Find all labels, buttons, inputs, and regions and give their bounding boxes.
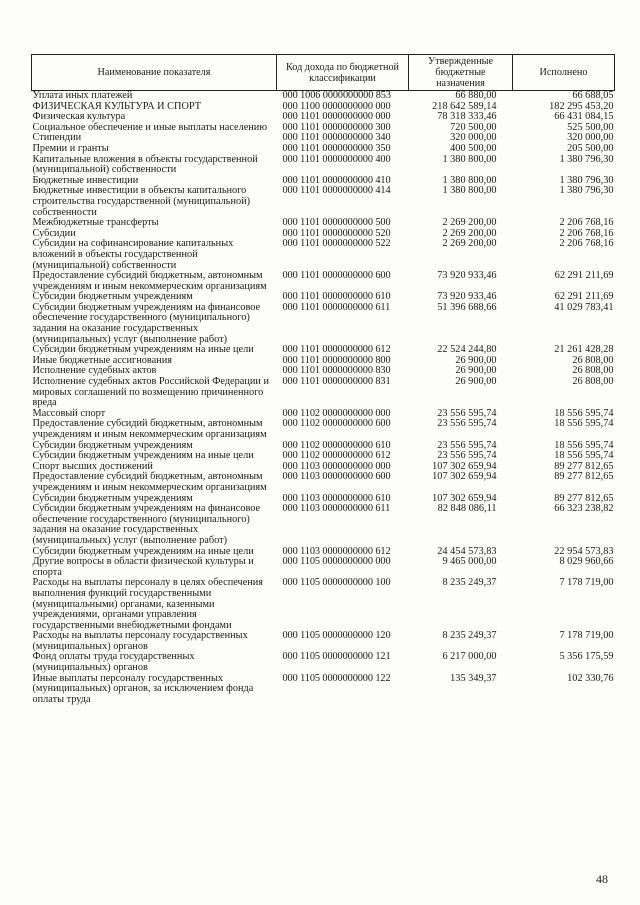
row-indicator-name: Капитальные вложения в объекты государственной (муниципальной) собственности bbox=[32, 153, 258, 176]
table-row bbox=[32, 144, 615, 155]
table-row bbox=[32, 186, 615, 218]
table-row bbox=[32, 557, 615, 578]
table-row bbox=[32, 472, 615, 493]
row-income-code: 000 1100 0000000000 000 bbox=[282, 100, 391, 112]
row-indicator-name: Субсидии бюджетным учреждениям на иные цели bbox=[32, 344, 254, 356]
row-executed-amount: 5 356 175,59 bbox=[559, 651, 614, 663]
row-approved-amount: 218 642 589,14 bbox=[432, 100, 497, 112]
table-row bbox=[32, 674, 615, 706]
row-approved-amount: 22 524 244,80 bbox=[437, 344, 497, 356]
row-income-code: 000 1101 0000000000 830 bbox=[282, 365, 391, 377]
row-income-code: 000 1105 0000000000 100 bbox=[282, 577, 391, 589]
row-approved-amount: 720 500,00 bbox=[450, 121, 497, 133]
row-executed-amount: 89 277 812,65 bbox=[554, 460, 614, 472]
row-approved-amount: 51 396 688,66 bbox=[437, 301, 497, 313]
row-income-code: 000 1101 0000000000 611 bbox=[282, 301, 391, 313]
row-executed-amount: 182 295 453,20 bbox=[549, 100, 614, 112]
table-body bbox=[32, 91, 615, 706]
row-approved-amount: 1 380 800,00 bbox=[442, 185, 497, 197]
row-income-code: 000 1101 0000000000 350 bbox=[282, 142, 391, 154]
row-approved-amount: 107 302 659,94 bbox=[432, 471, 497, 483]
table-row bbox=[32, 155, 615, 176]
row-executed-amount: 22 954 573,83 bbox=[554, 545, 614, 557]
row-executed-amount: 62 291 211,69 bbox=[554, 270, 614, 282]
row-executed-amount: 8 029 960,66 bbox=[559, 556, 614, 568]
row-approved-amount: 66 880,00 bbox=[455, 90, 497, 101]
row-indicator-name: Массовый спорт bbox=[32, 407, 106, 419]
table-row bbox=[32, 419, 615, 440]
table-row bbox=[32, 239, 615, 271]
row-approved-amount: 73 920 933,46 bbox=[437, 291, 497, 303]
row-income-code: 000 1101 0000000000 400 bbox=[282, 153, 391, 165]
row-indicator-name: Субсидии бюджетным учреждениям на финансовое обеспечение государственного (муниципального) задания на оказание государственных (муниципальных) услуг (выполнение работ) bbox=[32, 301, 261, 345]
row-executed-amount: 66 323 238,82 bbox=[554, 503, 614, 515]
row-indicator-name: Иные бюджетные ассигнования bbox=[32, 354, 172, 366]
row-executed-amount: 7 178 719,00 bbox=[559, 577, 614, 589]
row-indicator-name: Предоставление субсидий бюджетным, автономным учреждениям и иным некоммерческим организациям bbox=[32, 471, 267, 493]
row-income-code: 000 1101 0000000000 612 bbox=[282, 344, 391, 356]
row-executed-amount: 320 000,00 bbox=[567, 132, 614, 144]
header-executed: Исполнено bbox=[513, 55, 615, 91]
row-income-code: 000 1101 0000000000 000 bbox=[282, 111, 391, 123]
table-row bbox=[32, 578, 615, 631]
budget-report-table bbox=[31, 54, 615, 705]
row-income-code: 000 1101 0000000000 831 bbox=[282, 376, 391, 388]
row-executed-amount: 1 380 796,30 bbox=[559, 174, 614, 186]
row-approved-amount: 8 235 249,37 bbox=[442, 577, 497, 589]
row-approved-amount: 6 217 000,00 bbox=[442, 651, 497, 663]
row-income-code: 000 1105 0000000000 121 bbox=[282, 651, 391, 663]
header-indicator-name: Наименование показателя bbox=[32, 55, 277, 91]
row-indicator-name: Уплата иных платежей bbox=[32, 90, 133, 101]
row-executed-amount: 7 178 719,00 bbox=[559, 630, 614, 642]
row-approved-amount: 107 302 659,94 bbox=[432, 460, 497, 472]
row-indicator-name: Предоставление субсидий бюджетным, автономным учреждениям и иным некоммерческим организациям bbox=[32, 418, 267, 440]
page-number: 48 bbox=[596, 872, 608, 886]
row-executed-amount: 2 206 768,16 bbox=[559, 238, 614, 250]
row-executed-amount: 18 556 595,74 bbox=[554, 450, 614, 462]
row-approved-amount: 2 269 200,00 bbox=[442, 217, 497, 229]
row-executed-amount: 89 277 812,65 bbox=[554, 492, 614, 504]
header-approved-budget: Утвержденные бюджетные назначения bbox=[409, 55, 513, 91]
row-income-code: 000 1102 0000000000 600 bbox=[282, 418, 391, 430]
table-header bbox=[32, 55, 615, 91]
row-income-code: 000 1101 0000000000 500 bbox=[282, 217, 391, 229]
row-executed-amount: 62 291 211,69 bbox=[554, 291, 614, 303]
row-indicator-name: Социальное обеспечение и иные выплаты населению bbox=[32, 121, 268, 133]
row-income-code: 000 1103 0000000000 600 bbox=[282, 471, 391, 483]
row-executed-amount: 26 808,00 bbox=[572, 354, 614, 366]
row-approved-amount: 1 380 800,00 bbox=[442, 174, 497, 186]
row-income-code: 000 1102 0000000000 612 bbox=[282, 450, 391, 462]
row-approved-amount: 400 500,00 bbox=[450, 142, 497, 154]
row-executed-amount: 66 688,05 bbox=[572, 90, 614, 101]
row-approved-amount: 2 269 200,00 bbox=[442, 227, 497, 239]
row-approved-amount: 23 556 595,74 bbox=[437, 439, 497, 451]
row-executed-amount: 2 206 768,16 bbox=[559, 227, 614, 239]
row-approved-amount: 26 900,00 bbox=[455, 354, 497, 366]
row-income-code: 000 1103 0000000000 612 bbox=[282, 545, 391, 557]
row-indicator-name: Межбюджетные трансферты bbox=[32, 217, 159, 229]
row-approved-amount: 135 349,37 bbox=[450, 672, 497, 684]
row-indicator-name: Субсидии бюджетным учреждениям bbox=[32, 492, 193, 504]
row-income-code: 000 1101 0000000000 600 bbox=[282, 270, 391, 282]
row-approved-amount: 26 900,00 bbox=[455, 376, 497, 388]
row-indicator-name: Субсидии бюджетным учреждениям bbox=[32, 439, 193, 451]
row-executed-amount: 26 808,00 bbox=[572, 365, 614, 377]
row-indicator-name: Расходы на выплаты персоналу государственных (муниципальных) органов bbox=[32, 630, 248, 652]
row-income-code: 000 1102 0000000000 000 bbox=[282, 407, 391, 419]
row-executed-amount: 66 431 084,15 bbox=[554, 111, 614, 123]
row-approved-amount: 107 302 659,94 bbox=[432, 492, 497, 504]
row-indicator-name: Премии и гранты bbox=[32, 142, 109, 154]
row-executed-amount: 525 500,00 bbox=[567, 121, 614, 133]
row-income-code: 000 1101 0000000000 410 bbox=[282, 174, 391, 186]
table-row bbox=[32, 303, 615, 345]
row-income-code: 000 1101 0000000000 800 bbox=[282, 354, 391, 366]
row-indicator-name: Предоставление субсидий бюджетным, автономным учреждениям и иным некоммерческим организациям bbox=[32, 270, 267, 292]
row-indicator-name: Субсидии бюджетным учреждениям на иные цели bbox=[32, 450, 254, 462]
row-income-code: 000 1101 0000000000 610 bbox=[282, 291, 391, 303]
row-executed-amount: 102 330,76 bbox=[567, 672, 614, 684]
row-indicator-name: Другие вопросы в области физической культуры и спорта bbox=[32, 556, 254, 578]
row-income-code: 000 1105 0000000000 122 bbox=[282, 672, 391, 684]
row-indicator-name: Физическая культура bbox=[32, 111, 126, 123]
row-income-code: 000 1101 0000000000 340 bbox=[282, 132, 391, 144]
header-income-code: Код дохода по бюджетной классификации bbox=[277, 55, 409, 91]
row-approved-amount: 1 380 800,00 bbox=[442, 153, 497, 165]
row-approved-amount: 24 454 573,83 bbox=[437, 545, 497, 557]
row-indicator-name: Субсидии на софинансирование капитальных вложений в объекты государственной (муниципальной) собственности bbox=[32, 238, 234, 271]
row-income-code: 000 1103 0000000000 611 bbox=[282, 503, 391, 515]
row-executed-amount: 2 206 768,16 bbox=[559, 217, 614, 229]
row-indicator-name: Спорт высших достижений bbox=[32, 460, 153, 472]
row-indicator-name: Иные выплаты персоналу государственных (муниципальных) органов, за исключением фонда оплаты труда bbox=[32, 672, 254, 705]
row-indicator-name: ФИЗИЧЕСКАЯ КУЛЬТУРА И СПОРТ bbox=[32, 100, 202, 112]
row-executed-amount: 18 556 595,74 bbox=[554, 407, 614, 419]
row-approved-amount: 26 900,00 bbox=[455, 365, 497, 377]
row-executed-amount: 26 808,00 bbox=[572, 376, 614, 388]
row-indicator-name: Субсидии бюджетным учреждениям на иные цели bbox=[32, 545, 254, 557]
header-row bbox=[32, 55, 615, 91]
row-approved-amount: 320 000,00 bbox=[450, 132, 497, 144]
row-executed-amount: 41 029 783,41 bbox=[554, 301, 614, 313]
row-executed-amount: 89 277 812,65 bbox=[554, 471, 614, 483]
row-approved-amount: 82 848 086,11 bbox=[437, 503, 497, 515]
row-indicator-name: Фонд оплаты труда государственных (муниципальных) органов bbox=[32, 651, 195, 674]
table-row bbox=[32, 631, 615, 652]
row-income-code: 000 1105 0000000000 120 bbox=[282, 630, 391, 642]
row-approved-amount: 9 465 000,00 bbox=[442, 556, 497, 568]
row-income-code: 000 1101 0000000000 522 bbox=[282, 238, 391, 250]
row-income-code: 000 1105 0000000000 000 bbox=[282, 556, 391, 568]
row-indicator-name: Субсидии бюджетным учреждениям на финансовое обеспечение государственного (муниципального) задания на оказание государственных (муниципальных) услуг (выполнение работ) bbox=[32, 503, 261, 546]
row-approved-amount: 23 556 595,74 bbox=[437, 450, 497, 462]
row-income-code: 000 1101 0000000000 300 bbox=[282, 121, 391, 133]
row-executed-amount: 18 556 595,74 bbox=[554, 439, 614, 451]
row-income-code: 000 1006 0000000000 853 bbox=[282, 90, 391, 101]
row-income-code: 000 1101 0000000000 414 bbox=[282, 185, 391, 197]
row-approved-amount: 8 235 249,37 bbox=[442, 630, 497, 642]
row-approved-amount: 78 318 333,46 bbox=[437, 111, 497, 123]
row-executed-amount: 18 556 595,74 bbox=[554, 418, 614, 430]
row-approved-amount: 23 556 595,74 bbox=[437, 418, 497, 430]
row-indicator-name: Субсидии бюджетным учреждениям bbox=[32, 291, 193, 303]
row-executed-amount: 1 380 796,30 bbox=[559, 153, 614, 165]
row-indicator-name: Субсидии bbox=[32, 227, 76, 239]
row-approved-amount: 73 920 933,46 bbox=[437, 270, 497, 282]
row-indicator-name: Исполнение судебных актов bbox=[32, 365, 157, 377]
row-executed-amount: 21 261 428,28 bbox=[554, 344, 614, 356]
row-indicator-name: Расходы на выплаты персоналу в целях обеспечения выполнения функций государственными (муниципальными) органами, казенными учреждениями, органами управления государственными внебюджетными фондами bbox=[32, 577, 264, 631]
row-indicator-name: Стипендии bbox=[32, 132, 82, 144]
row-executed-amount: 205 500,00 bbox=[567, 142, 614, 154]
row-approved-amount: 2 269 200,00 bbox=[442, 238, 497, 250]
row-indicator-name: Бюджетные инвестиции в объекты капитального строительства государственной (муниципальной) собственности bbox=[32, 185, 251, 218]
table-row bbox=[32, 504, 615, 546]
row-executed-amount: 1 380 796,30 bbox=[559, 185, 614, 197]
table-row bbox=[32, 652, 615, 673]
row-indicator-name: Исполнение судебных актов Российской Федерации и мировых соглашений по возмещению причиненного вреда bbox=[32, 376, 269, 409]
table-row bbox=[32, 377, 615, 409]
row-income-code: 000 1103 0000000000 610 bbox=[282, 492, 391, 504]
table-row bbox=[32, 271, 615, 292]
row-income-code: 000 1102 0000000000 610 bbox=[282, 439, 391, 451]
row-income-code: 000 1101 0000000000 520 bbox=[282, 227, 391, 239]
row-income-code: 000 1103 0000000000 000 bbox=[282, 460, 391, 472]
row-approved-amount: 23 556 595,74 bbox=[437, 407, 497, 419]
row-indicator-name: Бюджетные инвестиции bbox=[32, 174, 139, 186]
table-row bbox=[32, 91, 615, 102]
